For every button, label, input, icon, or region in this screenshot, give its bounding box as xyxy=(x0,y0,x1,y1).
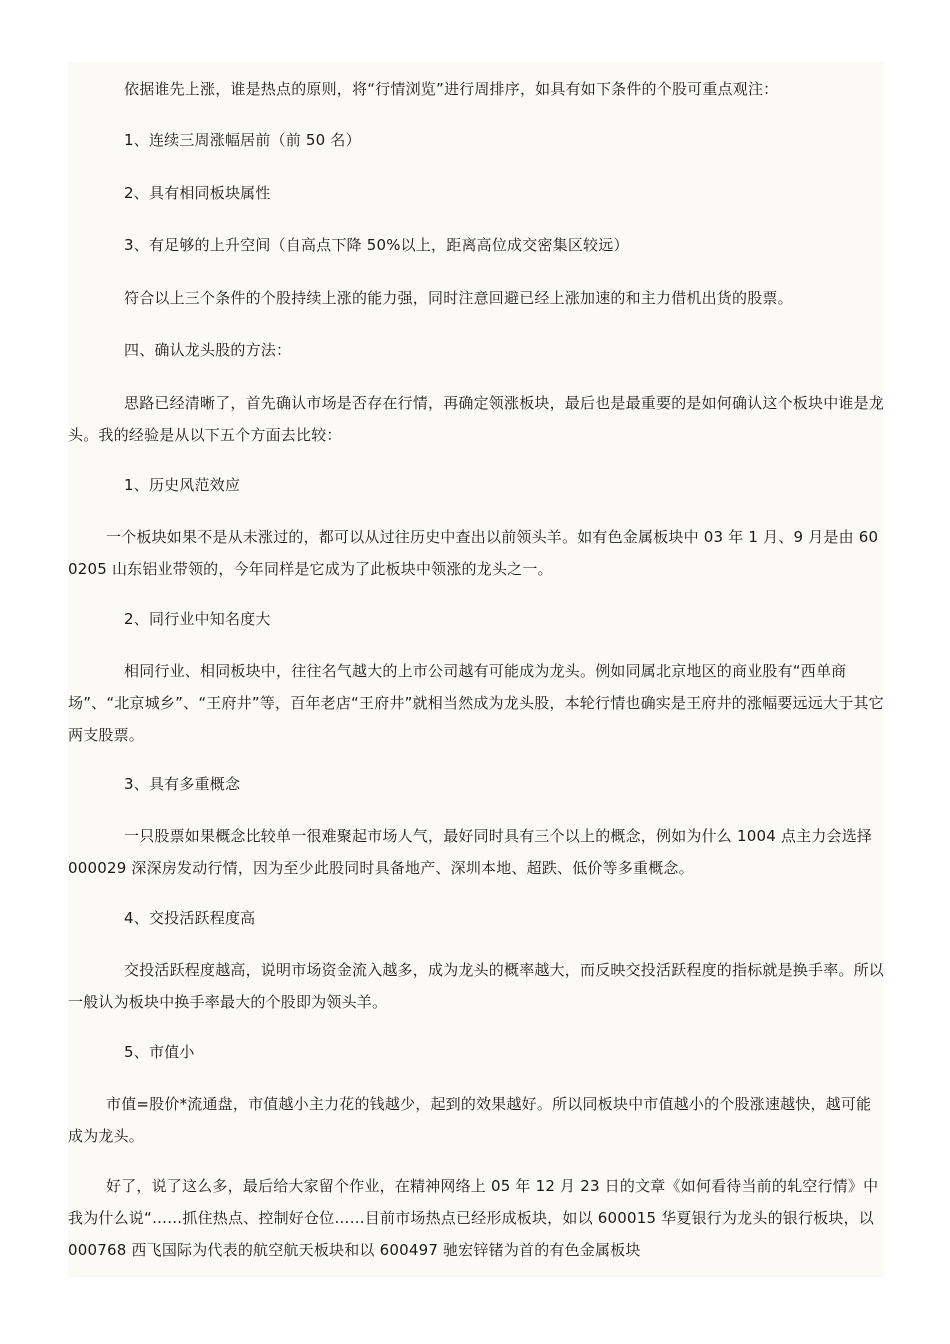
condition-1: 1、连续三周涨幅居前（前 50 名） xyxy=(124,131,361,149)
paragraph-intro: 依据谁先上涨，谁是热点的原则，将“行情浏览”进行周排序，如具有如下条件的个股可重点观注： xyxy=(124,80,779,98)
condition-3: 3、有足够的上升空间（自高点下降 50%以上，距离高位成交密集区较远） xyxy=(124,236,629,254)
point-5-heading: 5、市值小 xyxy=(124,1043,195,1061)
point-4-heading: 4、交投活跃程度高 xyxy=(124,909,256,927)
point-3-body: 一只股票如果概念比较单一很难聚起市场人气，最好同时具有三个以上的概念，例如为什么 1004 点主力会选择 000029 深深房发动行情，因为至少此股同时具备地产、深圳本地、超跌、低价等多重概念。 xyxy=(68,827,873,877)
point-2-heading: 2、同行业中知名度大 xyxy=(124,610,271,628)
point-2-body: 相同行业、相同板块中，往往名气越大的上市公司越有可能成为龙头。例如同属北京地区的商业股有“西单商场”、“北京城乡”、“王府井”等，百年老店“王府井”就相当然成为龙头股，本轮行情也确实是王府井的涨幅要远远大于其它两支股票。 xyxy=(68,662,884,744)
point-4-body: 交投活跃程度越高，说明市场资金流入越多，成为龙头的概率越大，而反映交投活跃程度的指标就是换手率。所以一般认为板块中换手率最大的个股即为领头羊。 xyxy=(68,961,885,1011)
point-1-body: 一个板块如果不是从未涨过的，都可以从过往历史中查出以前领头羊。如有色金属板块中 03 年 1 月、9 月是由 600205 山东铝业带领的，今年同样是它成为了此板块中领涨的龙头之一。 xyxy=(68,528,879,578)
condition-2: 2、具有相同板块属性 xyxy=(124,184,271,202)
point-3-heading: 3、具有多重概念 xyxy=(124,775,241,793)
paragraph-approach: 思路已经清晰了，首先确认市场是否存在行情，再确定领涨板块，最后也是最重要的是如何确认这个板块中谁是龙头。我的经验是从以下五个方面去比较： xyxy=(68,394,885,444)
paragraph-summary: 符合以上三个条件的个股持续上涨的能力强，同时注意回避已经上涨加速的和主力借机出货的股票。 xyxy=(124,289,793,307)
point-5-body: 市值=股价*流通盘，市值越小主力花的钱越少，起到的效果越好。所以同板块中市值越小的个股涨速越快，越可能成为龙头。 xyxy=(68,1095,872,1145)
section-heading-method: 四、确认龙头股的方法： xyxy=(124,341,292,359)
point-1-heading: 1、历史风范效应 xyxy=(124,476,241,494)
paragraph-homework: 好了，说了这么多，最后给大家留个作业，在精神网络上 05 年 12 月 23 日的文章《如何看待当前的轧空行情》中我为什么说“……抓住热点、控制好仓位……目前市场热点已经形成板块，如以 600015 华夏银行为龙头的银行板块，以 000768 西飞国际为代表的航空航天板块和以 600497 驰宏锌锗为首的有色金属板块 xyxy=(68,1177,879,1259)
